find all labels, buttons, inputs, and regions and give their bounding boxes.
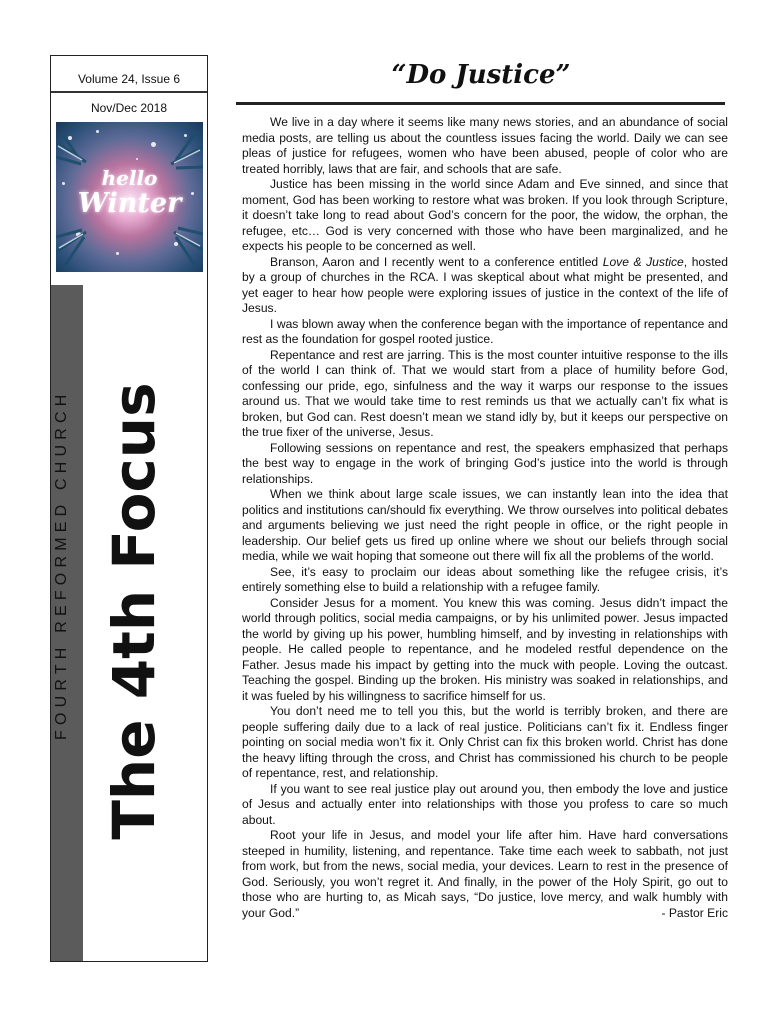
church-name: FOURTH REFORMED CHURCH	[53, 389, 70, 740]
text-run: Branson, Aaron and I recently went to a conference entitled	[270, 254, 603, 269]
paragraph: If you want to see real justice play out around you, then embody the love and justice of Jesus and actually enter into relationships with those you profess to care so much about.	[242, 781, 728, 827]
article-body	[242, 115, 728, 921]
volume-issue: Volume 24, Issue 6	[77, 72, 181, 86]
text-run: Root your life in Jesus, and model your life after him. Have hard conversations steeped in humility, listening, and repentance. Take time each week to sabbath, not just from work, but from the news, social media, your devices. Learn to rest in the presence of God. Seriously, you won’t regret it. And finally, in the power of the Holy Spirit, go out to those who are hurting to, as Micah says, “Do justice, love mercy, and walk humbly with your God.”	[242, 828, 728, 920]
signature: - Pastor Eric	[661, 905, 728, 920]
paragraph: Justice has been missing in the world since Adam and Eve sinned, and since that moment, God has been working to restore what was broken. If you look through Scripture, it doesn’t take long to read about God’s concern for the poor, the widow, the orphan, the refugee, etc… God is very concerned with those who have been marginalized, and he expects his people to be concerned as well.	[242, 177, 728, 253]
paragraph: We live in a day where it seems like many news stories, and an abundance of social media posts, are telling us about the countless issues facing the world. Daily we can see pleas of justice for refugees, women who have been abused, people of color who are treated horribly, laws that are fair, and schools that are safe.	[242, 115, 728, 176]
conference-name: Love & Justice	[602, 254, 684, 269]
paragraph: You don’t need me to tell you this, but the world is terribly broken, and there are people suffering daily due to a lack of real justice. Politicians can’t fix it. Endless finger pointing on social media won’t fix it. Only Christ can fix this broken world. Christ has done the heavy lifting through the cross, and Christ has commissioned his church to be people of repentance, rest, and relationship.	[242, 704, 728, 780]
article-title: “Do Justice”	[391, 60, 571, 90]
title-divider	[236, 102, 725, 105]
paragraph	[242, 255, 728, 317]
image-text-hello: hello	[101, 166, 158, 190]
hello-winter-image	[56, 122, 203, 272]
paragraph: Consider Jesus for a moment. You knew this was coming. Jesus didn’t impact the world through politics, social media campaigns, or by his unlimited power. Jesus impacted the world by giving up his power, humbling himself, and by investing in relationships with people. He called people to repentance, and he modeled restful dependence on the Father. Jesus made his impact by getting into the muck with people. Loving the outcast. Teaching the gospel. Binding up the broken. His ministry was soaked in relationships, and it was fueled by his willingness to sacrifice himself for us.	[242, 595, 728, 703]
text-run: , hosted by a group of churches in the RCA. I was skeptical about what might be presented, and yet eager to hear how people were exploring issues of justice in the context of the life of Jesus.	[242, 254, 729, 315]
image-text-winter: Winter	[77, 188, 182, 219]
paragraph: Repentance and rest are jarring. This is the most counter intuitive response to the ills of the world I can think of. That we would start from a place of humility before God, confessing our pride, ego, sinfulness and the way it warps our response to the issues around us. That we would take time to rest reminds us that we actually can’t fix what is broken, but God can. Rest doesn’t mean we stand idly by, but it keeps our perspective on the true fixer of the universe, Jesus.	[242, 347, 728, 439]
newsletter-name: The 4th Focus	[100, 382, 168, 840]
paragraph: I was blown away when the conference began with the importance of repentance and rest as the foundation for gospel rooted justice.	[242, 316, 728, 346]
paragraph: See, it’s easy to proclaim our ideas about something like the refugee crisis, it’s entirely something else to build a relationship with a refugee family.	[242, 564, 728, 594]
paragraph: When we think about large scale issues, we can instantly lean into the idea that politics and institutions can/should fix everything. We throw ourselves into political debates and arguments believing we just need the right people in office, or the right people in leadership. Our belief gets us fired up online where we shout our beliefs through social media, while we wait hoping that someone out there will fix all the problems of the world.	[242, 487, 728, 563]
paragraph	[242, 828, 728, 921]
divider	[51, 91, 207, 93]
paragraph: Following sessions on repentance and rest, the speakers emphasized that perhaps the best way to engage in the work of bringing God’s justice into the world is through relationships.	[242, 440, 728, 486]
issue-date: Nov/Dec 2018	[90, 101, 168, 115]
